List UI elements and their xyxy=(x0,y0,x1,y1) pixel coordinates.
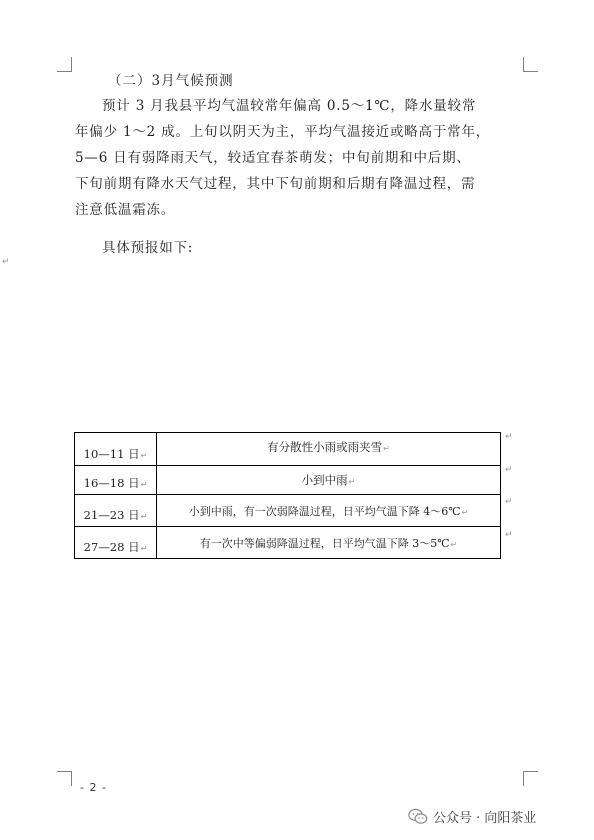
row-end-mark: ↵ xyxy=(505,432,513,442)
paragraph-line: 预计 3 月我县平均气温较常年偏高 0.5～1℃，降水量较常 xyxy=(102,98,477,114)
paragraph-line: 注意低温霜冻。 xyxy=(75,202,176,218)
table-cell-dates: 16—18 日↵ xyxy=(75,466,157,495)
table-cell-dates: 10—11 日↵ xyxy=(75,433,157,466)
row-end-mark: ↵ xyxy=(505,530,513,540)
table-cell-forecast: 小到中雨，有一次弱降温过程，日平均气温下降 4～6℃↵ xyxy=(157,495,501,527)
watermark-text: 公众号 · 向阳茶业 xyxy=(433,810,537,826)
page-number: - 2 - xyxy=(80,781,107,794)
table-cell-dates: 21—23 日↵ xyxy=(75,495,157,527)
forecast-intro: 具体预报如下: xyxy=(102,240,194,256)
table-row xyxy=(75,495,501,527)
paragraph-mark: ↵ xyxy=(2,257,10,267)
paragraph-line: 5—6 日有弱降雨天气，较适宜春茶萌发；中旬前期和中后期、 xyxy=(75,150,471,166)
crop-mark-top-left xyxy=(57,57,72,72)
table-cell-forecast: 有一次中等偏弱降温过程，日平均气温下降 3～5℃↵ xyxy=(157,527,501,559)
table-row xyxy=(75,466,501,495)
table-cell-forecast: 小到中雨↵ xyxy=(157,466,501,495)
paragraph-line: 年偏少 1～2 成。上旬以阴天为主，平均气温接近或略高于常年， xyxy=(75,124,491,140)
forecast-paragraph xyxy=(75,93,527,223)
row-end-mark: ↵ xyxy=(505,497,513,507)
watermark xyxy=(408,806,536,826)
crop-mark-top-right xyxy=(523,57,538,72)
crop-mark-bottom-right xyxy=(523,771,538,786)
paragraph-line: 下旬前期有降水天气过程，其中下旬前期和后期有降温过程，需 xyxy=(75,176,476,192)
forecast-table xyxy=(74,432,501,559)
section-heading: （二）3月气候预测 xyxy=(108,73,234,89)
row-end-mark: ↵ xyxy=(505,465,513,475)
table-cell-forecast: 有分散性小雨或雨夹雪↵ xyxy=(157,433,501,466)
table-row xyxy=(75,527,501,559)
table-cell-dates: 27—28 日↵ xyxy=(75,527,157,559)
table-row xyxy=(75,433,501,466)
crop-mark-bottom-left xyxy=(57,771,72,786)
wechat-icon xyxy=(408,808,428,825)
